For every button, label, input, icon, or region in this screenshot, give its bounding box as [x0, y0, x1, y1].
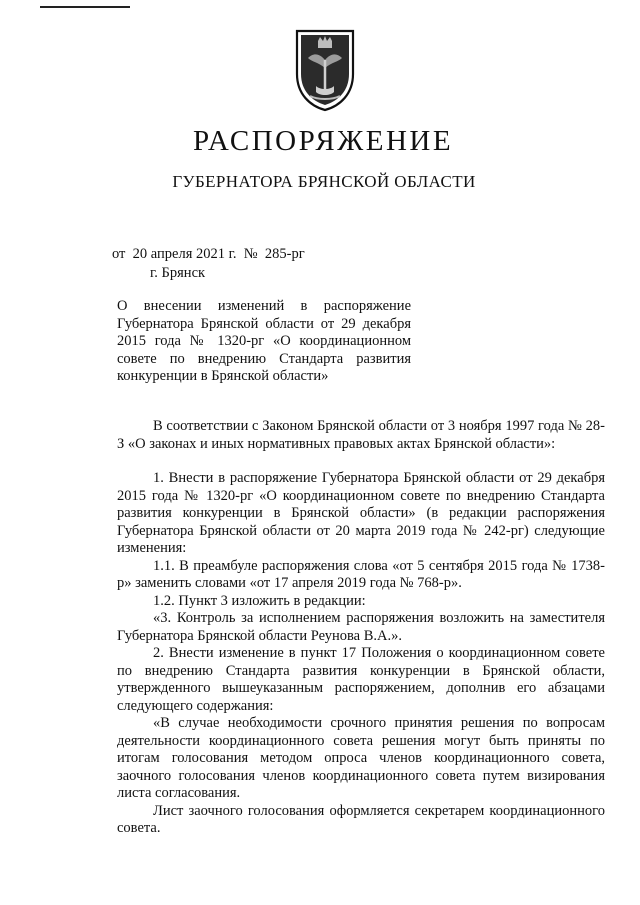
document-subject: О внесении изменений в распоряжение Губернатора Брянской области от 29 декабря 2015 года № 1320-рг «О координационном совете по внедрению Стандарта развития конкуренции в Брянской области»	[117, 298, 411, 384]
document-city: г. Брянск	[150, 265, 206, 281]
body-paragraph: «В случае необходимости срочного принятия решения по вопросам деятельности координационного совета решения могут быть приняты по итогам голосования методом опроса членов координационного совета, заочного голосования членов координационного совета путем визирования листа согласования.	[117, 715, 605, 801]
document-title: РАСПОРЯЖЕНИЕ	[192, 125, 454, 157]
document-date-number: от 20 апреля 2021 г. № 285-рг	[112, 246, 305, 262]
body-paragraph: 1.2. Пункт 3 изложить в редакции:	[153, 592, 366, 609]
coat-of-arms-emblem	[294, 28, 356, 112]
body-paragraph: «3. Контроль за исполнением распоряжения возложить на заместителя Губернатора Брянской области Реунова В.А.».	[117, 610, 605, 644]
document-body	[117, 418, 605, 838]
body-paragraph: 1.1. В преамбуле распоряжения слова «от 5 сентября 2015 года № 1738-р» заменить словами «от 17 апреля 2019 года № 768-р».	[117, 557, 605, 591]
top-edge-line	[40, 6, 130, 8]
body-paragraph: 2. Внести изменение в пункт 17 Положения о координационном совете по внедрению Стандарта развития конкуренции в Брянской области, утвержденного вышеуказанным распоряжением, дополнив его абзацами следующего содержания:	[117, 645, 605, 714]
preamble-paragraph: В соответствии с Законом Брянской области от 3 ноября 1997 года № 28-З «О законах и иных нормативных правовых актах Брянской области»:	[117, 418, 605, 452]
body-paragraph: 1. Внести в распоряжение Губернатора Брянской области от 29 декабря 2015 года № 1320-рг «О координационном совете по внедрению Стандарта развития конкуренции в Брянской области» (в редакции распоряжения Губернатора Брянской области от 20 марта 2019 года № 242-рг) следующие изменения:	[117, 470, 605, 556]
body-paragraph: Лист заочного голосования оформляется секретарем координационного совета.	[117, 802, 605, 836]
document-issuer: ГУБЕРНАТОРА БРЯНСКОЙ ОБЛАСТИ	[172, 172, 476, 191]
